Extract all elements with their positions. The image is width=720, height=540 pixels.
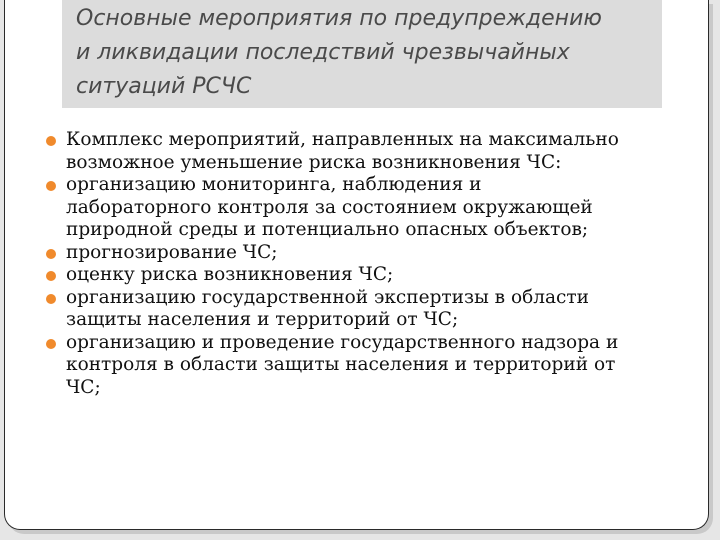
bullet-icon (46, 339, 56, 349)
bullet-text-line: контроля в области защиты населения и территорий от (66, 354, 616, 375)
slide-title-line: Основные мероприятия по предупреждению (76, 6, 602, 31)
bullet-icon (46, 249, 56, 259)
bullet-item (46, 174, 696, 242)
bullet-item (46, 129, 696, 174)
bullet-item (46, 332, 696, 400)
bullet-text-line: лабораторного контроля за состоянием окружающей (66, 196, 593, 218)
bullet-icon (46, 136, 56, 146)
bullet-item (46, 287, 696, 332)
bullet-text-line: Комплекс мероприятий, направленных на максимально (66, 129, 619, 150)
bullet-list (46, 129, 696, 399)
bullet-icon (46, 294, 56, 304)
bullet-text-line: организацию мониторинга, наблюдения и (66, 174, 482, 195)
bullet-icon (46, 271, 56, 281)
bullet-item (46, 242, 696, 265)
bullet-text-line: возможное уменьшение риска возникновения ЧС: (66, 151, 562, 173)
bullet-text-line: природной среды и потенциально опасных объектов; (66, 219, 589, 240)
slide-title-line: ситуаций РСЧС (76, 74, 252, 99)
bullet-text-line: оценку риска возникновения ЧС; (66, 264, 394, 285)
bullet-item (46, 264, 696, 287)
bullet-text-line: ЧС; (66, 376, 101, 398)
bullet-text-line: прогнозирование ЧС; (66, 241, 278, 263)
slide-title (76, 2, 676, 104)
bullet-text-line: организацию государственной экспертизы в области (66, 286, 589, 308)
slide-title-line: и ликвидации последствий чрезвычайных (76, 40, 570, 65)
bullet-icon (46, 181, 56, 191)
bullet-text-line: организацию и проведение государственного надзора и (66, 331, 619, 353)
bullet-text-line: защиты населения и территорий от ЧС; (66, 309, 459, 330)
